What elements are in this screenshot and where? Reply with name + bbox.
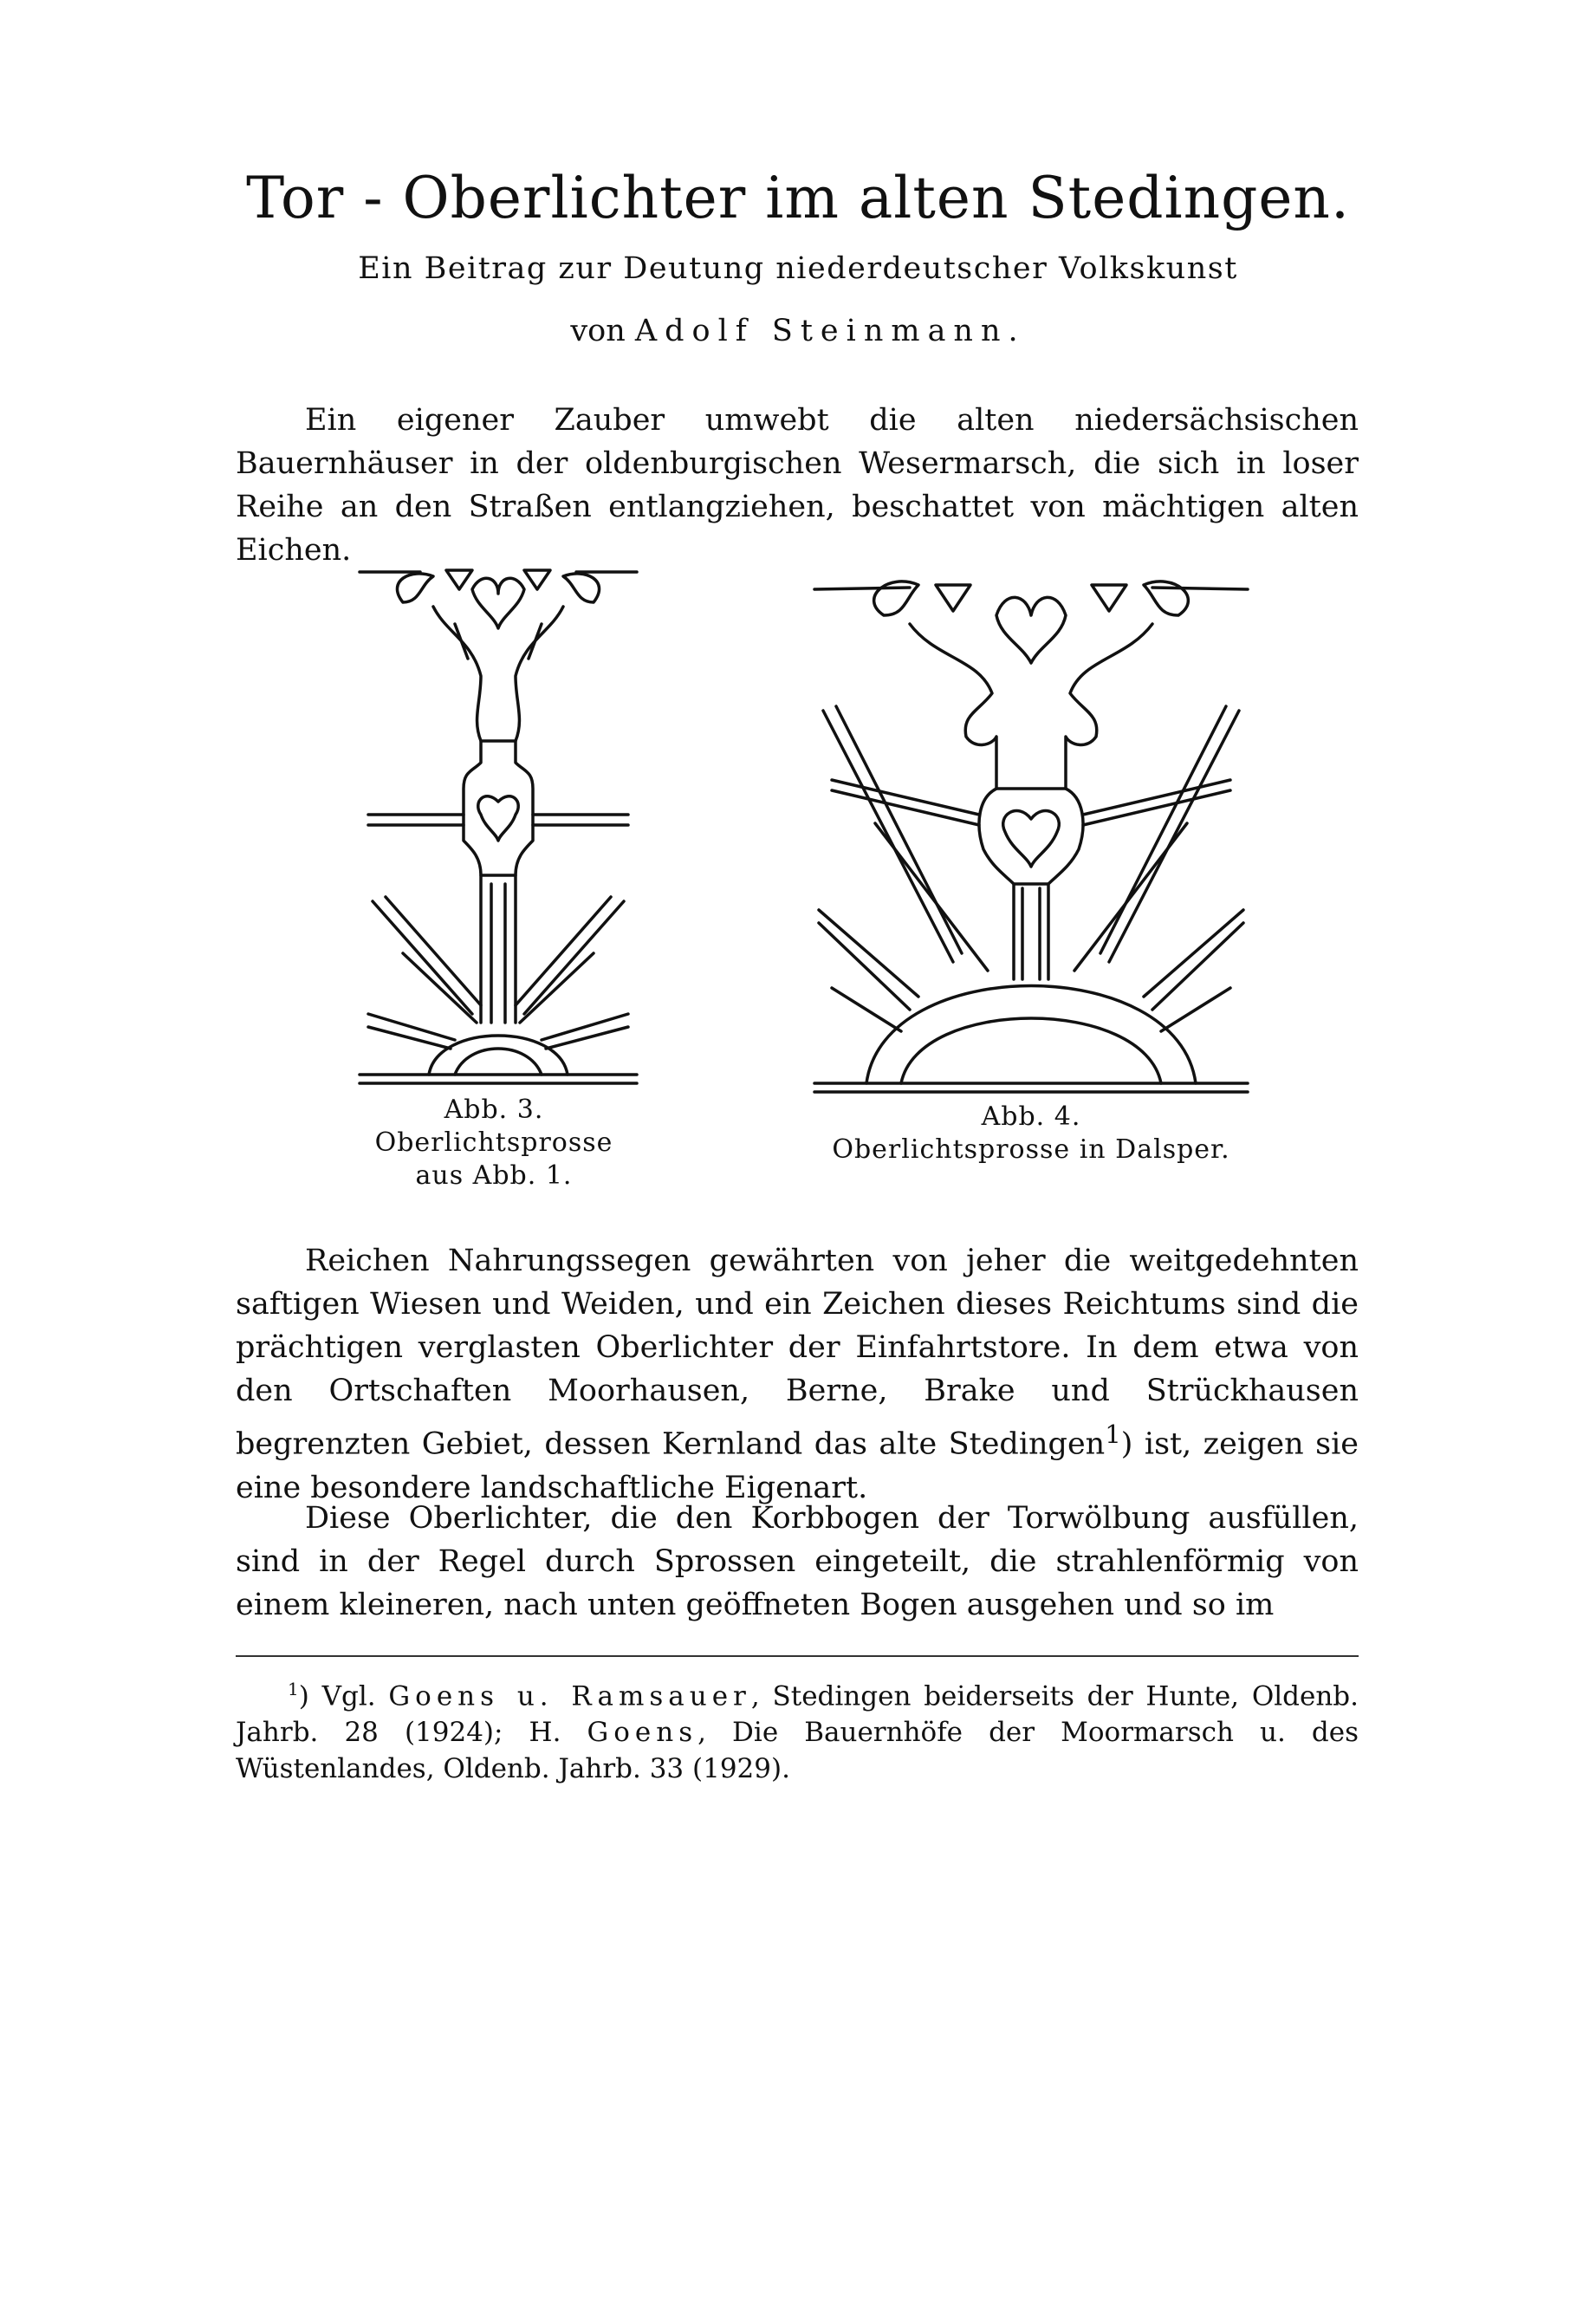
transom-bar-drawing-narrow [351, 555, 646, 1092]
footnote [236, 1671, 1359, 1787]
figure-abb-3 [351, 555, 646, 1092]
caption-line: aus Abb. 1. [415, 1160, 573, 1191]
footnote-marker: 1 [288, 1679, 299, 1699]
figure-label: Abb. 4. [981, 1101, 1081, 1132]
caption-abb-3 [312, 1094, 676, 1192]
caption-line: Oberlichtsprosse [374, 1127, 613, 1158]
footnote-divider [236, 1655, 1359, 1657]
article-subtitle: Ein Beitrag zur Deutung niederdeutscher Volkskunst [358, 251, 1238, 286]
article-title: Tor - Oberlichter im alten Stedingen. [246, 165, 1350, 231]
figure-label: Abb. 3. [444, 1095, 544, 1125]
byline-prefix: von [570, 314, 635, 348]
paragraph-text: Reichen Nahrungssegen gewährten von jeher die weitgedehnten saftigen Wiesen und Weiden, und ein Zeichen dieses Reichtums sind die prächtigen verglasten Oberlichter der Einfahrtstore. In dem etwa von den Ortschaften Moorhausen, Berne, Brake und Strückhausen begrenzten Gebiet, dessen Kernland das alte Stedingen [236, 1244, 1359, 1462]
caption-line: Oberlichtsprosse in Dalsper. [832, 1134, 1230, 1165]
body-paragraph: Diese Oberlichter, die den Korbbogen der Torwölbung ausfüllen, sind in der Regel durch Sprossen eingeteilt, die strahlenförmig von einem kleineren, nach unten geöffneten Bogen ausgehen und so im [236, 1501, 1359, 1622]
author-name: Adolf Steinmann. [634, 314, 1026, 348]
paragraph-text: ) ist, zeigen sie eine besondere landschaftliche Eigenart. [236, 1426, 1359, 1505]
figure-abb-4 [806, 563, 1256, 1101]
caption-abb-4 [806, 1101, 1256, 1166]
footnote-text: , Stedingen beiderseits der Hunte, Oldenb. Jahrb. 28 (1924); H. [236, 1680, 1359, 1749]
footnote-marker: 1 [1105, 1420, 1121, 1449]
cited-author: Goens u. Ramsauer [388, 1680, 751, 1712]
footnote-text: , Die Bauernhöfe der Moormarsch u. des Wüstenlandes, Oldenb. Jahrb. 33 (1929). [236, 1717, 1359, 1785]
intro-paragraph: Ein eigener Zauber umwebt die alten niedersächsischen Bauernhäuser in der oldenburgischen Wesermarsch, die sich in loser Reihe an den Straßen entlangziehen, beschattet von mächtigen alten Eichen. [236, 403, 1359, 568]
footnote-text: ) Vgl. [298, 1680, 389, 1712]
byline [0, 314, 1596, 348]
cited-author: Goens [587, 1717, 698, 1749]
body-paragraph [236, 1239, 1359, 1510]
transom-bar-drawing-wide [806, 563, 1256, 1101]
